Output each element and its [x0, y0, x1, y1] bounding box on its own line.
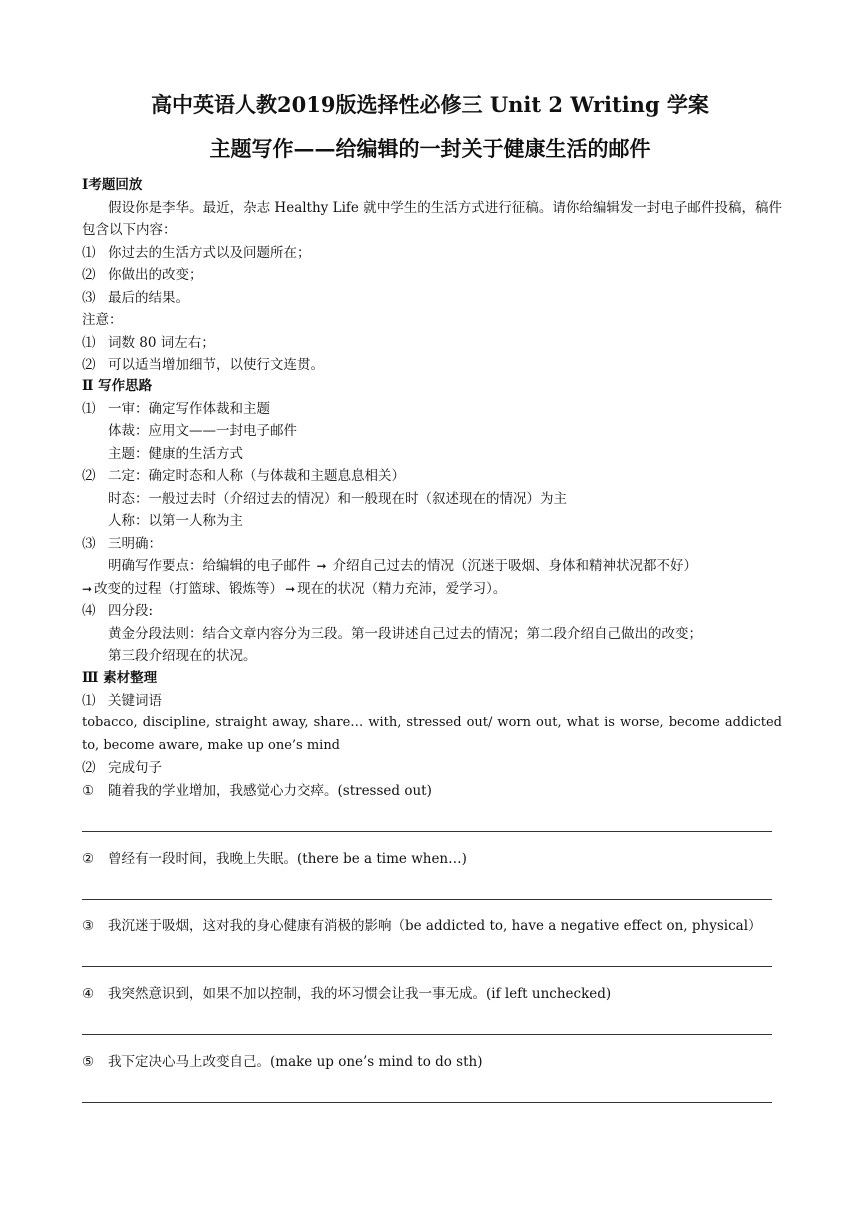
step-4-detail: 黄金分段法则：结合文章内容分为三段。第一段讲述自己过去的情况；第二段介绍自己做出的改变；	[108, 625, 702, 642]
item-text: 四分段:	[108, 603, 154, 619]
item-text: 曾经有一段时间，我晚上失眠。(there be a time when…)	[108, 851, 467, 867]
arrow-right-icon: ➞	[316, 559, 327, 573]
item-number: ⑵	[82, 468, 96, 484]
note-item	[82, 354, 782, 377]
sentence-3	[82, 915, 782, 938]
item-text: 关键词语	[108, 692, 162, 709]
step-3-detail	[82, 555, 782, 578]
page-title: 高中英语人教2019版选择性必修三 Unit 2 Writing 学案	[151, 92, 709, 117]
item-number: ⑶	[82, 535, 96, 552]
item-number: ④	[82, 986, 95, 1002]
note-label: 注意：	[82, 312, 123, 328]
item-number: ①	[82, 783, 95, 799]
section-2-heading: Ⅱ 写作思路	[82, 378, 153, 394]
keywords-list: tobacco, discipline, straight away, share… with, stressed out/ worn out, what is worse, become addicted to, become aware, make up one’s mind	[82, 715, 782, 753]
step-3	[82, 533, 782, 556]
page-subtitle: 主题写作——给编辑的一封关于健康生活的邮件	[209, 136, 651, 161]
item-text: 你做出的改变；	[108, 267, 203, 283]
keywords-label	[82, 690, 782, 713]
answer-line[interactable]	[82, 831, 782, 832]
item-text: 我沉迷于吸烟，这对我的身心健康有消极的影响（be addicted to, have a negative effect on, physical）	[108, 918, 762, 934]
step-1	[82, 398, 782, 421]
step-1-detail: 体裁：应用文——一封电子邮件	[108, 423, 297, 439]
note-item	[82, 332, 782, 355]
step-2-detail: 人称：以第一人称为主	[108, 513, 243, 529]
sentence-prompt	[82, 848, 782, 871]
sentence-prompt	[82, 915, 782, 938]
item-number: ⑵	[82, 267, 96, 283]
task-item	[82, 242, 782, 265]
task-item	[82, 287, 782, 310]
item-number: ⑵	[82, 357, 96, 373]
section-2	[82, 375, 782, 668]
item-text: 词数 80 词左右；	[108, 334, 215, 351]
item-text: 可以适当增加细节，以使行文连贯。	[108, 357, 324, 373]
step-4	[82, 600, 782, 623]
outline-part: 现在的状况（精力充沛，爱学习）。	[297, 580, 507, 597]
sentences-label	[82, 757, 782, 780]
item-text: 二定：确定时态和人称（与体裁和主题息息相关）	[108, 468, 405, 484]
sentence-2	[82, 848, 782, 871]
item-text: 你过去的生活方式以及问题所在；	[108, 244, 311, 261]
outline-part: 明确写作要点：给编辑的电子邮件	[108, 558, 311, 574]
task-item	[82, 264, 782, 287]
item-number: ⑴	[82, 244, 96, 261]
item-text: 最后的结果。	[108, 289, 189, 306]
answer-line[interactable]	[82, 966, 782, 967]
sentence-5	[82, 1051, 782, 1074]
item-number: ⑤	[82, 1054, 95, 1070]
answer-line[interactable]	[82, 1102, 782, 1103]
step-1-detail: 主题：健康的生活方式	[108, 445, 243, 462]
sentence-prompt	[82, 1051, 782, 1074]
item-text: 三明确：	[108, 535, 162, 552]
sentence-4	[82, 983, 782, 1006]
section-1-heading: Ⅰ考题回放	[82, 177, 143, 193]
answer-line[interactable]	[82, 899, 782, 900]
item-text: 随着我的学业增加，我感觉心力交瘁。(stressed out)	[108, 783, 432, 799]
step-4-detail: 第三段介绍现在的状况。	[108, 648, 257, 664]
task-prompt: 假设你是李华。最近，杂志 Healthy Life 就中学生的生活方式进行征稿。请你给编辑发一封电子邮件投稿，稿件包含以下内容：	[82, 199, 782, 238]
sentence-prompt	[82, 983, 782, 1006]
step-3-detail	[82, 578, 782, 601]
item-text: 一审：确定写作体裁和主题	[108, 400, 270, 417]
item-text: 我突然意识到，如果不加以控制，我的坏习惯会让我一事无成。(if left unchecked)	[108, 986, 612, 1002]
item-number: ⑴	[82, 400, 96, 417]
sentence-prompt	[82, 780, 782, 803]
step-2	[82, 465, 782, 488]
answer-line[interactable]	[82, 1034, 782, 1035]
item-number: ⑴	[82, 334, 96, 351]
outline-part: 介绍自己过去的情况（沉迷于吸烟、身体和精神状况都不好）	[332, 558, 698, 574]
item-text: 我下定决心马上改变自己。(make up one’s mind to do sth)	[108, 1054, 483, 1070]
item-number: ⑵	[82, 760, 96, 776]
item-number: ②	[82, 851, 95, 867]
arrow-right-icon: ➞	[82, 581, 93, 596]
item-number: ⑶	[82, 289, 96, 306]
step-2-detail: 时态：一般过去时（介绍过去的情况）和一般现在时（叙述现在的情况）为主	[108, 490, 567, 507]
item-number: ③	[82, 918, 95, 934]
sentence-1	[82, 780, 782, 803]
item-text: 完成句子	[108, 760, 162, 776]
item-number: ⑷	[82, 603, 96, 619]
item-number: ⑴	[82, 692, 96, 709]
section-1	[82, 174, 782, 377]
outline-part: 改变的过程（打篮球、锻炼等）	[94, 580, 284, 597]
section-3	[82, 667, 782, 780]
section-3-heading: Ⅲ 素材整理	[82, 670, 158, 686]
arrow-right-icon: ➞	[285, 581, 296, 596]
